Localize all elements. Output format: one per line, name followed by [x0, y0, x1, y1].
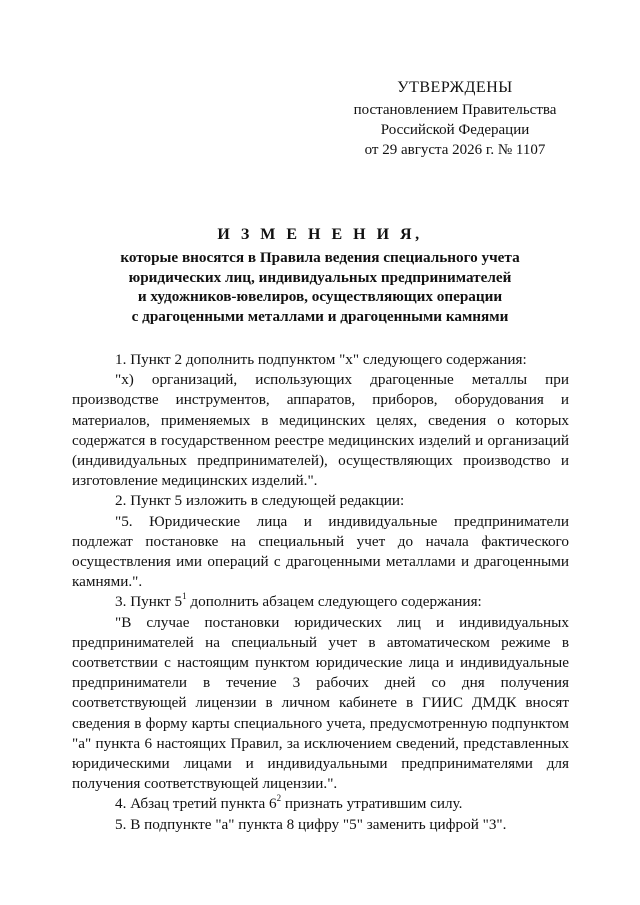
item-4: [72, 794, 569, 814]
approval-line-1: постановлением Правительства: [353, 102, 557, 118]
approval-line-2: Российской Федерации: [380, 122, 530, 138]
subtitle-line-4: с драгоценными металлами и драгоценными камнями: [131, 307, 509, 325]
item-3-quote: "В случае постановки юридических лиц и индивидуальных предпринимателей на специальный учет в автоматическом режиме в соответствии с настоящим пунктом юридические лица и индивидуальные предприниматели в течение 3 рабочих дней со дня получения соответствующей лицензии в личном кабинете в ГИИС ДМДК вносят сведения в форму карты специального учета, предусмотренную подпунктом "а" пункта 6 настоящих Правил, за исключением сведений, представленных юридическими лицами и индивидуальными предпринимателями для получения соответствующей лицензии.".: [72, 613, 569, 793]
item-2: 2. Пункт 5 изложить в следующей редакции:: [115, 492, 405, 510]
item-4-superscript: 2: [276, 793, 282, 804]
approval-stamp: [330, 78, 580, 160]
approval-line-3: от 29 августа 2026 г. № 1107: [364, 142, 546, 158]
document-title: И З М Е Н Е Н И Я,: [217, 226, 423, 243]
item-3-text: 3. Пункт 5: [115, 593, 183, 611]
item-1-quote: "х) организаций, использующих драгоценные металлы при производстве инструментов, аппаратов, приборов, оборудования и материалов, применяемых в медицинских целях, сведения о которых содержатся в государственном реестре медицинских изделий и организаций (индивидуальных предпринимателей), осуществляющих производство и изготовление медицинских изделий.".: [72, 371, 569, 490]
item-3-superscript: 1: [182, 591, 187, 602]
document-body: [72, 350, 569, 835]
approval-heading: УТВЕРЖДЕНЫ: [397, 79, 513, 96]
item-4-text: 4. Абзац третий пункта 6: [115, 795, 277, 813]
item-1: 1. Пункт 2 дополнить подпунктом "х" следующего содержания:: [115, 351, 527, 368]
item-2-quote: "5. Юридические лица и индивидуальные предприниматели подлежат постановке на специальный учет до начала фактического осуществления ими операций с драгоценными металлами и драгоценными камнями.".: [72, 512, 569, 591]
item-5: 5. В подпункте "а" пункта 8 цифру "5" заменить цифрой "3".: [115, 815, 507, 833]
subtitle-line-1: которые вносятся в Правила ведения специального учета: [120, 249, 520, 266]
item-4-text-rest: признать утратившим силу.: [281, 795, 463, 813]
subtitle-line-3: и художников-ювелиров, осуществляющих операции: [137, 288, 503, 305]
item-3: [72, 592, 569, 612]
item-3-text-rest: дополнить абзацем следующего содержания:: [186, 593, 482, 611]
document-subtitle: [60, 248, 580, 326]
subtitle-line-2: юридических лиц, индивидуальных предпринимателей: [128, 268, 512, 286]
